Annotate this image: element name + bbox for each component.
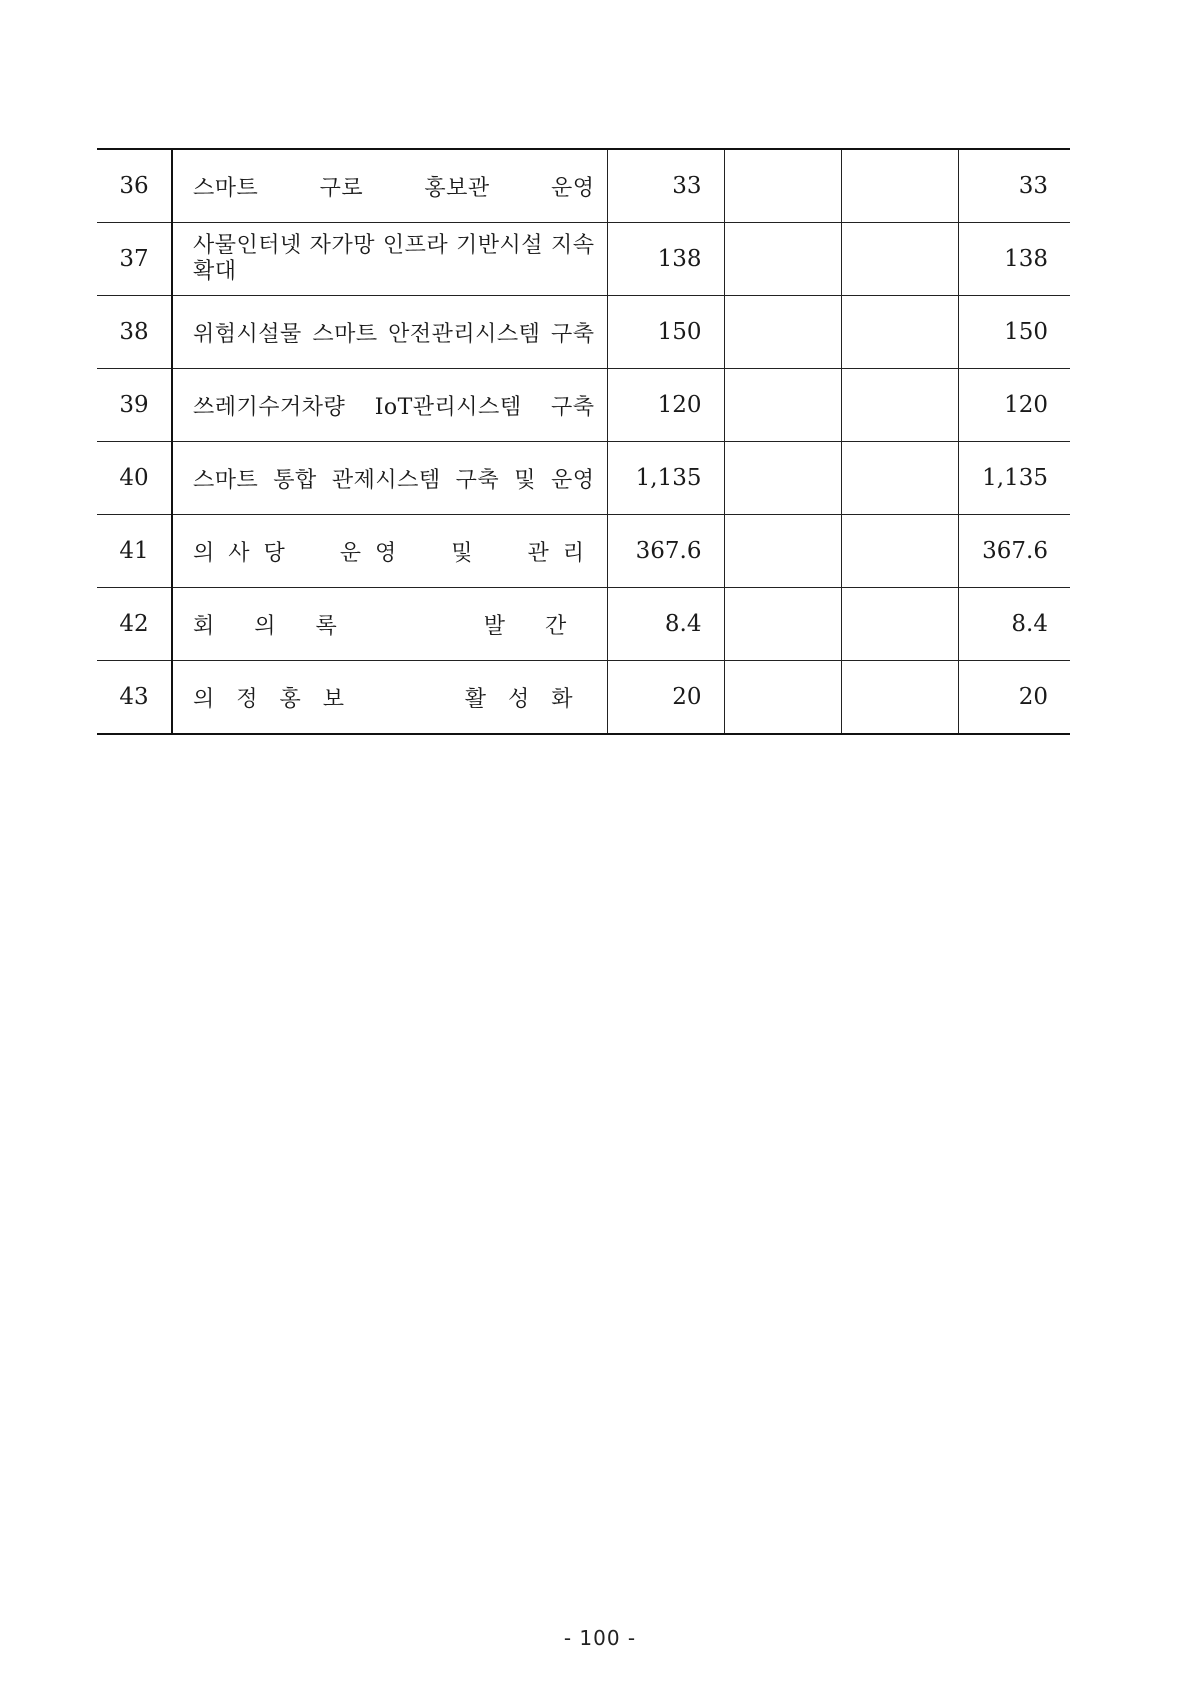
project-name: 의사당 운영 및 관리 xyxy=(193,540,598,566)
table-row xyxy=(97,588,1070,661)
empty-cell xyxy=(724,442,841,515)
empty-cell xyxy=(724,296,841,369)
budget-cell: 1,135 xyxy=(607,442,724,515)
row-number: 40 xyxy=(97,442,172,515)
budget-cell: 367.6 xyxy=(607,515,724,588)
budget-cell: 120 xyxy=(607,369,724,442)
empty-cell xyxy=(841,149,958,223)
budget-cell: 20 xyxy=(607,661,724,735)
empty-cell xyxy=(841,369,958,442)
budget-table xyxy=(97,148,1070,735)
empty-cell xyxy=(724,223,841,296)
project-name: 스마트 통합 관제시스템 구축 및 운영 xyxy=(193,467,595,493)
table-row xyxy=(97,515,1070,588)
project-name: 의정홍보 활성화 xyxy=(193,686,595,712)
empty-cell xyxy=(724,149,841,223)
table-row xyxy=(97,296,1070,369)
total-cell: 1,135 xyxy=(958,442,1070,515)
row-number: 41 xyxy=(97,515,172,588)
row-number: 36 xyxy=(97,149,172,223)
row-number: 43 xyxy=(119,684,149,710)
table-row xyxy=(97,149,1070,223)
total-cell: 20 xyxy=(958,661,1070,735)
project-name: 쓰레기수거차량 IoT관리시스템 구축 xyxy=(193,394,595,420)
total-cell: 120 xyxy=(958,369,1070,442)
empty-cell xyxy=(724,515,841,588)
project-name: 사물인터넷 자가망 인프라 기반시설 지속확대 xyxy=(193,233,595,284)
project-name: 회의록 발간 xyxy=(193,613,607,639)
row-number: 39 xyxy=(97,369,172,442)
total-cell: 150 xyxy=(958,296,1070,369)
row-number: 42 xyxy=(97,588,172,661)
empty-cell xyxy=(841,515,958,588)
budget-cell: 138 xyxy=(607,223,724,296)
table-row xyxy=(97,369,1070,442)
row-number: 37 xyxy=(97,223,172,296)
budget-cell: 8.4 xyxy=(607,588,724,661)
row-number: 38 xyxy=(97,296,172,369)
total-cell: 8.4 xyxy=(958,588,1070,661)
empty-cell xyxy=(841,661,958,735)
budget-cell: 33 xyxy=(607,149,724,223)
empty-cell xyxy=(841,223,958,296)
table-row xyxy=(97,223,1070,296)
total-cell: 33 xyxy=(958,149,1070,223)
project-name: 위험시설물 스마트 안전관리시스템 구축 xyxy=(193,321,595,347)
empty-cell xyxy=(841,442,958,515)
page-number: - 100 - xyxy=(563,1626,637,1650)
empty-cell xyxy=(724,588,841,661)
empty-cell xyxy=(841,588,958,661)
empty-cell xyxy=(841,296,958,369)
table-row xyxy=(97,442,1070,515)
empty-cell xyxy=(724,369,841,442)
budget-cell: 150 xyxy=(607,296,724,369)
total-cell: 367.6 xyxy=(958,515,1070,588)
project-name: 스마트 구로 홍보관 운영 xyxy=(193,175,595,201)
empty-cell xyxy=(724,661,841,735)
total-cell: 138 xyxy=(958,223,1070,296)
table-row xyxy=(97,661,1070,735)
